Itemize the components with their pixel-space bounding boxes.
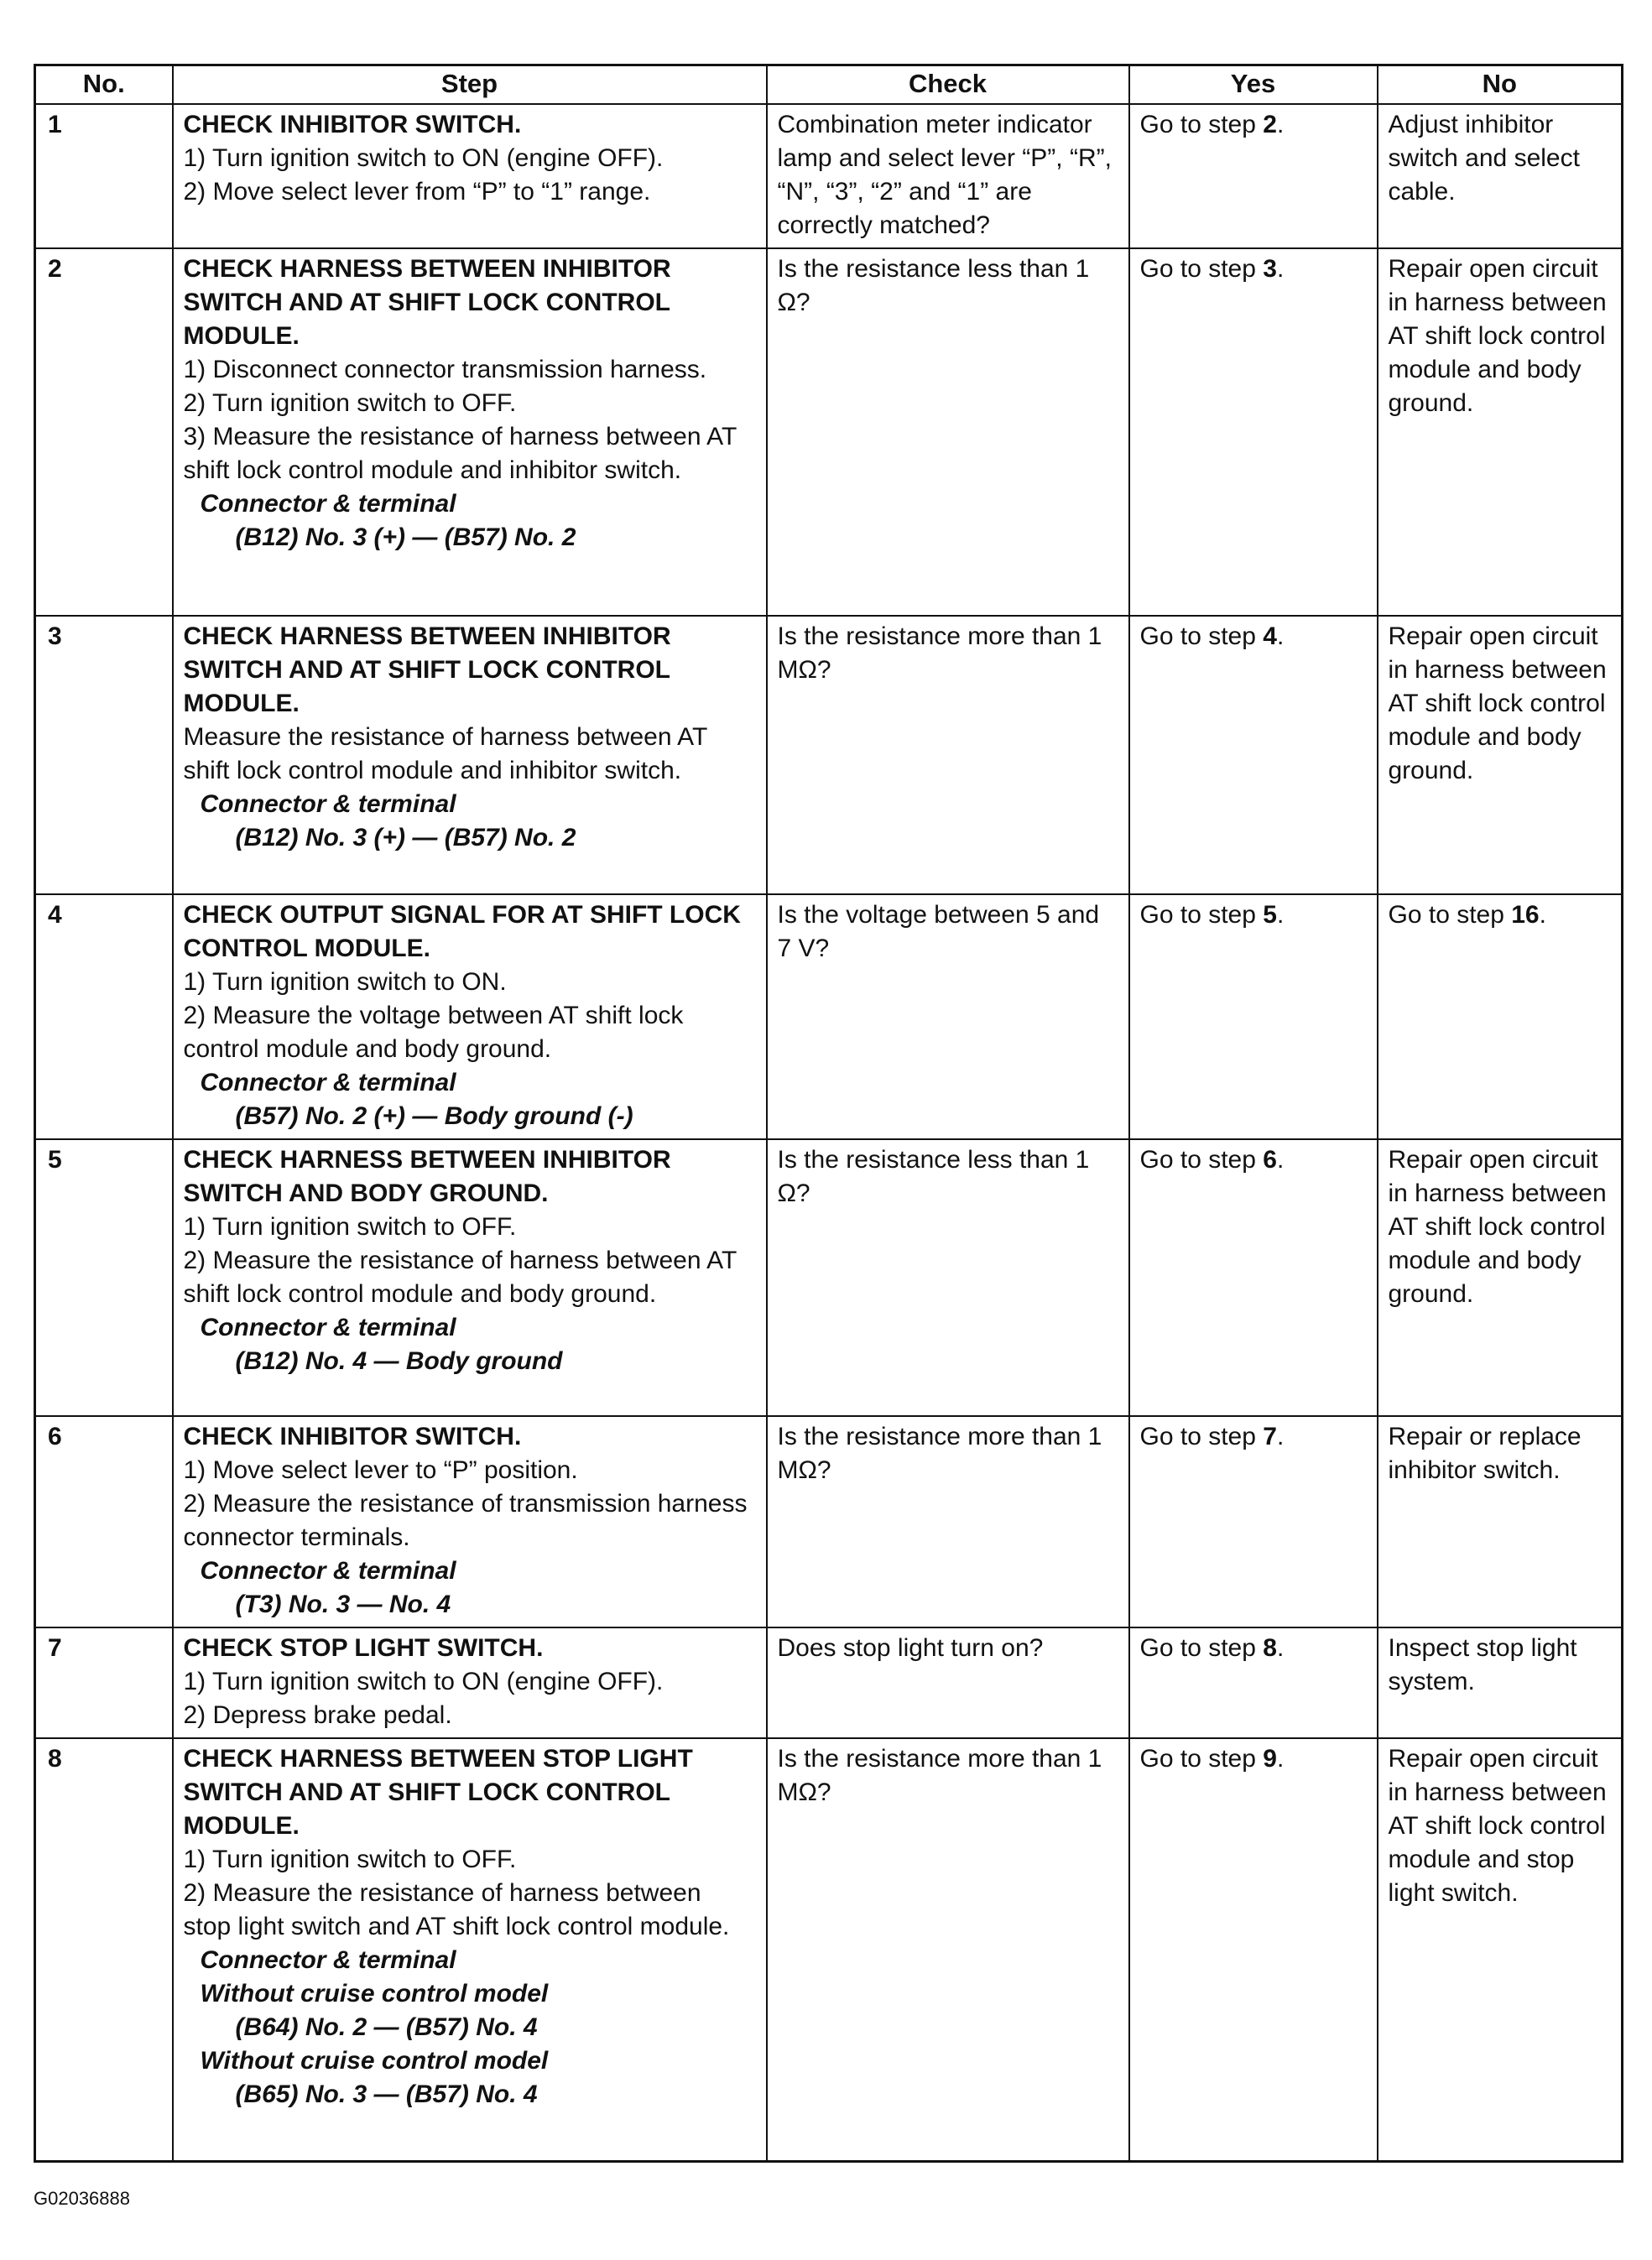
no-action <box>1378 894 1623 1139</box>
yes-suffix: . <box>1276 1423 1285 1450</box>
step-instruction: 1) Turn ignition switch to OFF. <box>183 1213 517 1241</box>
step-instruction: 1) Turn ignition switch to OFF. <box>183 1846 517 1873</box>
step-number: 8 <box>35 1738 173 2161</box>
no-action <box>1378 1416 1623 1627</box>
check-question: Is the resistance less than 1 Ω? <box>767 1139 1129 1416</box>
step-instruction: 1) Turn ignition switch to ON (engine OFF). <box>183 1668 664 1695</box>
connector-terminal: (B57) No. 2 (+) — Body ground (-) <box>235 1102 633 1130</box>
yes-suffix: . <box>1276 111 1285 138</box>
yes-prefix: Go to step <box>1139 1146 1264 1174</box>
step-instruction: 2) Turn ignition switch to OFF. <box>183 389 517 417</box>
no-action <box>1378 104 1623 248</box>
table-row <box>35 894 1623 1139</box>
no-text: Repair open circuit in harness between AT shift lock control module and stop light switch. <box>1388 1745 1607 1907</box>
step-cell <box>173 1627 767 1738</box>
step-instruction: Measure the resistance of harness between AT shift lock control module and inhibitor switch. <box>183 723 707 784</box>
check-question: Does stop light turn on? <box>767 1627 1129 1738</box>
step-title: CHECK HARNESS BETWEEN INHIBITOR SWITCH AND AT SHIFT LOCK CONTROL MODULE. <box>183 255 671 350</box>
step-title: CHECK HARNESS BETWEEN STOP LIGHT SWITCH AND AT SHIFT LOCK CONTROL MODULE. <box>183 1745 693 1840</box>
step-number: 4 <box>35 894 173 1139</box>
connector-terminal: (B12) No. 3 (+) — (B57) No. 2 <box>235 523 576 551</box>
yes-prefix: Go to step <box>1139 111 1264 138</box>
step-instruction: 2) Move select lever from “P” to “1” range. <box>183 178 651 206</box>
table-row <box>35 104 1623 248</box>
step-cell <box>173 1738 767 2161</box>
step-instruction: 2) Measure the resistance of transmission harness connector terminals. <box>183 1490 748 1551</box>
connector-model: Without cruise control model <box>200 2047 549 2075</box>
step-cell <box>173 248 767 616</box>
connector-terminal: (T3) No. 3 — No. 4 <box>235 1591 451 1618</box>
connector-terminal: (B12) No. 3 (+) — (B57) No. 2 <box>235 824 576 851</box>
step-instruction: 1) Turn ignition switch to ON. <box>183 968 507 996</box>
header-no-result: No <box>1378 65 1623 105</box>
no-text: Repair open circuit in harness between AT shift lock control module and body ground. <box>1388 1146 1607 1308</box>
no-suffix: . <box>1539 901 1546 929</box>
no-action <box>1378 1738 1623 2161</box>
step-instruction: 2) Measure the resistance of harness between stop light switch and AT shift lock control module. <box>183 1879 730 1940</box>
connector-heading: Connector & terminal <box>200 1069 456 1096</box>
connector-heading: Connector & terminal <box>200 1314 456 1341</box>
step-number: 3 <box>35 616 173 894</box>
connector-terminal: (B12) No. 4 — Body ground <box>235 1347 563 1375</box>
yes-action <box>1129 616 1378 894</box>
connector-terminal: (B64) No. 2 — (B57) No. 4 <box>235 2013 538 2041</box>
no-action <box>1378 1139 1623 1416</box>
yes-suffix: . <box>1276 255 1285 283</box>
yes-suffix: . <box>1276 622 1285 650</box>
connector-heading: Connector & terminal <box>200 490 456 518</box>
step-title: CHECK INHIBITOR SWITCH. <box>183 1423 522 1450</box>
yes-suffix: . <box>1276 901 1285 929</box>
table-row <box>35 1139 1623 1416</box>
step-number: 2 <box>35 248 173 616</box>
image-code: G02036888 <box>34 2188 130 2209</box>
check-question: Is the resistance more than 1 MΩ? <box>767 1738 1129 2161</box>
table-row <box>35 1738 1623 2161</box>
table-body <box>35 104 1623 2161</box>
yes-prefix: Go to step <box>1139 1423 1264 1450</box>
connector-heading: Connector & terminal <box>200 1946 456 1974</box>
step-number: 1 <box>35 104 173 248</box>
step-number: 6 <box>35 1416 173 1627</box>
step-instruction: 1) Disconnect connector transmission harness. <box>183 356 707 383</box>
no-text: Adjust inhibitor switch and select cable. <box>1388 111 1580 206</box>
yes-action <box>1129 104 1378 248</box>
check-question: Is the resistance more than 1 MΩ? <box>767 616 1129 894</box>
table-row <box>35 1416 1623 1627</box>
connector-terminal: (B65) No. 3 — (B57) No. 4 <box>235 2080 538 2108</box>
yes-suffix: . <box>1276 1745 1285 1773</box>
yes-prefix: Go to step <box>1139 1634 1264 1662</box>
yes-step-ref: 9 <box>1263 1745 1277 1773</box>
step-instruction: 3) Measure the resistance of harness between AT shift lock control module and inhibitor switch. <box>183 423 737 484</box>
check-question: Is the resistance less than 1 Ω? <box>767 248 1129 616</box>
step-cell <box>173 1139 767 1416</box>
diagnostic-table <box>34 64 1623 2163</box>
step-instruction: 2) Measure the resistance of harness between AT shift lock control module and body ground. <box>183 1247 737 1308</box>
step-instruction: 1) Move select lever to “P” position. <box>183 1456 578 1484</box>
yes-prefix: Go to step <box>1139 901 1264 929</box>
yes-prefix: Go to step <box>1139 255 1264 283</box>
check-question: Is the voltage between 5 and 7 V? <box>767 894 1129 1139</box>
no-text: Repair open circuit in harness between AT shift lock control module and body ground. <box>1388 255 1607 417</box>
yes-action <box>1129 894 1378 1139</box>
no-text: Inspect stop light system. <box>1388 1634 1577 1695</box>
step-instruction: 1) Turn ignition switch to ON (engine OFF). <box>183 144 664 172</box>
no-action <box>1378 248 1623 616</box>
no-prefix: Go to step <box>1388 901 1512 929</box>
header-no: No. <box>35 65 173 105</box>
yes-prefix: Go to step <box>1139 622 1264 650</box>
yes-action <box>1129 1738 1378 2161</box>
connector-heading: Connector & terminal <box>200 1557 456 1585</box>
yes-step-ref: 4 <box>1263 622 1277 650</box>
no-step-ref: 16 <box>1511 901 1540 929</box>
table-row <box>35 248 1623 616</box>
step-title: CHECK HARNESS BETWEEN INHIBITOR SWITCH AND AT SHIFT LOCK CONTROL MODULE. <box>183 622 671 717</box>
connector-heading: Connector & terminal <box>200 790 456 818</box>
step-title: CHECK INHIBITOR SWITCH. <box>183 111 522 138</box>
check-question: Is the resistance more than 1 MΩ? <box>767 1416 1129 1627</box>
connector-model: Without cruise control model <box>200 1980 549 2007</box>
table-row <box>35 616 1623 894</box>
yes-step-ref: 5 <box>1263 901 1277 929</box>
yes-action <box>1129 1416 1378 1627</box>
header-yes: Yes <box>1129 65 1378 105</box>
yes-action <box>1129 1139 1378 1416</box>
yes-suffix: . <box>1276 1634 1285 1662</box>
table-row <box>35 1627 1623 1738</box>
yes-step-ref: 2 <box>1263 111 1277 138</box>
no-action <box>1378 1627 1623 1738</box>
no-text: Repair open circuit in harness between AT shift lock control module and body ground. <box>1388 622 1607 784</box>
step-title: CHECK HARNESS BETWEEN INHIBITOR SWITCH AND BODY GROUND. <box>183 1146 671 1207</box>
no-action <box>1378 616 1623 894</box>
yes-suffix: . <box>1276 1146 1285 1174</box>
yes-action <box>1129 248 1378 616</box>
header-check: Check <box>767 65 1129 105</box>
step-instruction: 2) Depress brake pedal. <box>183 1701 452 1729</box>
yes-step-ref: 8 <box>1263 1634 1277 1662</box>
step-cell <box>173 104 767 248</box>
step-number: 7 <box>35 1627 173 1738</box>
no-text: Repair or replace inhibitor switch. <box>1388 1423 1582 1484</box>
step-title: CHECK STOP LIGHT SWITCH. <box>183 1634 544 1662</box>
step-title: CHECK OUTPUT SIGNAL FOR AT SHIFT LOCK CONTROL MODULE. <box>183 901 741 962</box>
yes-prefix: Go to step <box>1139 1745 1264 1773</box>
step-number: 5 <box>35 1139 173 1416</box>
header-row <box>35 65 1623 105</box>
yes-step-ref: 6 <box>1263 1146 1277 1174</box>
step-instruction: 2) Measure the voltage between AT shift lock control module and body ground. <box>183 1002 684 1063</box>
yes-action <box>1129 1627 1378 1738</box>
step-cell <box>173 894 767 1139</box>
yes-step-ref: 7 <box>1263 1423 1277 1450</box>
step-cell <box>173 616 767 894</box>
check-question: Combination meter indicator lamp and select lever “P”, “R”, “N”, “3”, “2” and “1” are correctly matched? <box>767 104 1129 248</box>
header-step: Step <box>173 65 767 105</box>
yes-step-ref: 3 <box>1263 255 1277 283</box>
step-cell <box>173 1416 767 1627</box>
